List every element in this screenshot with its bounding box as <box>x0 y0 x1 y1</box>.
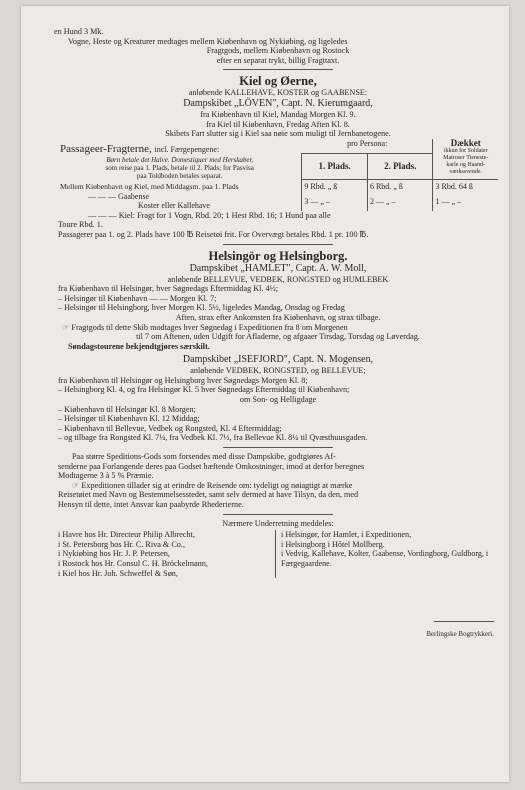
fare-pro-persona: pro Persona: <box>302 139 433 153</box>
hamlet-ship: Dampskibet „HAMLET", Capt. A. W. Moll, <box>189 262 367 274</box>
fare-freight-line-2: Toure Rbd. 1. <box>58 220 103 230</box>
speditions-line-3: Modtagerne 3 à 5 % Præmie. <box>58 471 154 481</box>
fare-title-2: incl. Færgepengene: <box>154 144 220 154</box>
agents-left-column <box>58 530 275 578</box>
fare-gaabense-1st: 3 — „ – <box>302 192 368 211</box>
agents-right-column <box>275 530 498 578</box>
kiel-note: Skibets Fart slutter sig i Kiel saa nøie som muligt til Jernbanetogene. <box>165 129 391 139</box>
agent-nykiobing: i Nykiøbing hos Hr. J. P. Petersen, <box>58 549 170 559</box>
helsingor-heading: Helsingör og Helsingborg. <box>208 248 348 263</box>
hamlet-line-7: Søndagstourene bekjendtgjøres særskilt. <box>68 341 210 351</box>
fare-gaabense-2nd: 2 — „ – <box>367 192 433 211</box>
kiel-departure-2: fra Kiel til Kiøbenhavn, Fredag Aften Kl. 8. <box>206 119 350 129</box>
agent-helsingor: i Helsingør, for Hamlet, i Expeditionen, <box>281 530 412 540</box>
fare-header-1st: 1. Plads. <box>302 153 368 180</box>
fare-title: Passageer-Fragterne, <box>60 142 152 155</box>
isefjord-line-1: fra Kiøbenhavn til Helsingør og Helsingborg hver Søgnedags Morgen Kl. 8; <box>58 375 308 385</box>
agents-title: Nærmere Underretning meddeles: <box>222 518 334 528</box>
fare-luggage-note: Passagerer paa 1. og 2. Plads have 100 ℔ Reisetøi frit. For Overvægt betales Rbd. 1 pr. 100 ℔. <box>58 229 369 239</box>
fare-kiel-deck: 3 Rbd. 64 ß <box>433 180 498 192</box>
top-line-4: efter en separat trykt, billig Fragttaxt. <box>216 55 340 65</box>
fare-kiel-2nd: 6 Rbd. „ ß <box>367 180 433 192</box>
isefjord-ship: Dampskibet „ISEFJORD", Capt. N. Mogensen, <box>182 354 374 366</box>
hamlet-line-3: – Helsingør til Helsingborg, hver Morgen Kl. 5½, ligeledes Mandag, Onsdag og Fredag <box>58 303 345 313</box>
top-line-2: Vogne, Heste og Kreaturer medtages mellem Kiøbenhavn og Nykiøbing, og ligeledes <box>68 36 348 46</box>
fare-row-kiel: Mellem Kiøbenhavn og Kiel, med Middagsm. paa 1. Plads <box>60 181 239 191</box>
fare-kiel-1st: 9 Rbd. „ ß <box>302 180 368 192</box>
fare-note-2: som reise paa 1. Plads, betale til 2. Plads; for Pasvisa <box>105 163 254 172</box>
kiel-heading: Kiel og Øerne, <box>239 74 317 89</box>
fare-header-deck: Dækket <box>450 137 481 148</box>
printer-rule <box>434 621 494 622</box>
isefjord-line-3: om Son- og Helligdage <box>239 395 317 405</box>
speditions-line-2: senderne paa Forlangende deres paa Godset hæftende Omkostninger, imod at derfor beregnes <box>58 461 365 471</box>
kiel-departure-1: fra Kiøbenhavn til Kiel, Mandag Morgen Kl. 9. <box>200 109 356 119</box>
top-line-3: Fragtgods, mellem Kiøbenhavn og Rostock <box>206 46 350 56</box>
hamlet-line-6: til 7 om Aftenen, uden Udgift for Afladerne, og afgaaer Tirsdag, Torsdag og Løverdag. <box>136 332 420 342</box>
agent-ferry-houses: i Vedvig, Kallehave, Kolter, Gaabense, Vordingborg, Guldborg, i Færgegaardene. <box>281 549 489 568</box>
hamlet-line-4: Aften, strax efter Ankomsten fra Kiøbenhavn, og strax tilbage. <box>175 312 381 322</box>
fare-gaabense-deck: 1 — „ – <box>433 192 498 211</box>
agent-helsingborg: i Helsingborg i Hôtel Mollberg. <box>281 539 385 549</box>
divider <box>223 447 333 448</box>
hamlet-line-5: ☞ Fragtgods til dette Skib modtages hver Søgnedag i Expeditionen fra 8 om Morgenen <box>62 322 348 332</box>
kiel-ship: Dampskibet „LÖVEN", Capt. N. Kierumgaard, <box>183 97 373 109</box>
isefjord-line-2: – Helsingborg Kl. 4, og fra Helsingør Kl. 5 hver Søgnedags Eftermiddag til Kiøbenhavn; <box>58 385 350 395</box>
hamlet-calls: anløbende BELLEVUE, VEDBEK, RONGSTED og HUMLEBEK <box>167 274 389 284</box>
speditions-line-6: Hensyn til dette, intet Ansvar kan paabyrde Rhederierne. <box>58 500 244 509</box>
fare-row-gaabense: — — — Gaabense <box>88 191 150 201</box>
divider <box>223 244 333 245</box>
agents-list <box>58 530 498 578</box>
agent-rostock: i Rostock hos Hr. Consul C. H. Bröckelmann, <box>58 558 208 568</box>
speditions-line-5: Reisetøiet med Navn og Bestemmelsesstedet, samt selv dermed at have Tilsyn, da den, med <box>58 490 359 500</box>
fare-row-koster: Koster eller Kallehave <box>138 201 210 211</box>
divider <box>223 514 333 515</box>
isefjord-line-5: – Helsingør til Kiøbenhavn Kl. 12 Middag; <box>58 414 200 424</box>
fare-note-1: Børn betale det Halve. Domestiquer med Herskaber, <box>106 155 254 164</box>
agent-kiel: i Kiel hos Hr. Joh. Schweffel & Søn, <box>58 568 178 578</box>
isefjord-line-4: – Kiøbenhavn til Helsingør Kl. 8 Morgen; <box>58 404 196 414</box>
paper-sheet <box>21 6 509 782</box>
document-body <box>54 6 498 640</box>
top-line-1: en Hund 3 Mk. <box>54 27 104 36</box>
fare-header-2nd: 2. Plads. <box>367 153 433 180</box>
speditions-line-4: ☞ Expeditionen tillader sig at erindre de Reisende om: tydeligt og nøiagtigt at mærke <box>72 480 353 490</box>
printer-imprint: Berlingske Bogtrykkeri. <box>426 630 494 639</box>
isefjord-line-6: – Kiøbenhavn til Bellevue, Vedbek og Rongsted, Kl. 4 Eftermiddag; <box>58 423 282 433</box>
fare-table <box>58 139 498 211</box>
fare-deck-sub-2: Matroser Tieneste- <box>443 155 489 162</box>
fare-deck-sub-4: værkssvende. <box>449 168 482 175</box>
divider <box>223 69 333 70</box>
agent-petersborg: i St. Petersborg hos Hr. C. Riva & Co., <box>58 539 185 549</box>
kiel-calls: anløbende KALLEHAVE, KOSTER og GAABENSE: <box>188 88 368 98</box>
fare-deck-sub-1: ikkun for Soldater <box>443 148 488 155</box>
hamlet-line-2: – Helsingør til Kiøbenhavn — — Morgen Kl. 7; <box>58 293 217 303</box>
fare-note-3: paa Toldboden betales separat. <box>136 171 223 180</box>
isefjord-calls: anløbende VEDBEK, RONGSTED, og BELLEVUE; <box>190 366 366 376</box>
speditions-line-1: Paa større Speditions-Gods som forsendes med disse Dampskibe, godtgiøres Af- <box>72 452 336 462</box>
hamlet-line-1: fra Kiøbenhavn til Helsingør, hver Søgnedags Eftermiddag Kl. 4½; <box>58 284 279 294</box>
isefjord-line-7: – og tilbage fra Rongsted Kl. 7¼, fra Vedbek Kl. 7½, fra Bellevue Kl. 8¼ til Qvæsthuusgaden. <box>58 433 368 443</box>
agent-havre: i Havre hos Hr. Directeur Philip Albrecht, <box>58 530 195 540</box>
fare-freight-line: — — — Kiel: Fragt for 1 Vogn, Rbd. 20; 1 Hest Rbd. 16; 1 Hund paa alle <box>88 210 331 220</box>
fare-deck-sub-3: karle og Haand- <box>446 161 486 168</box>
